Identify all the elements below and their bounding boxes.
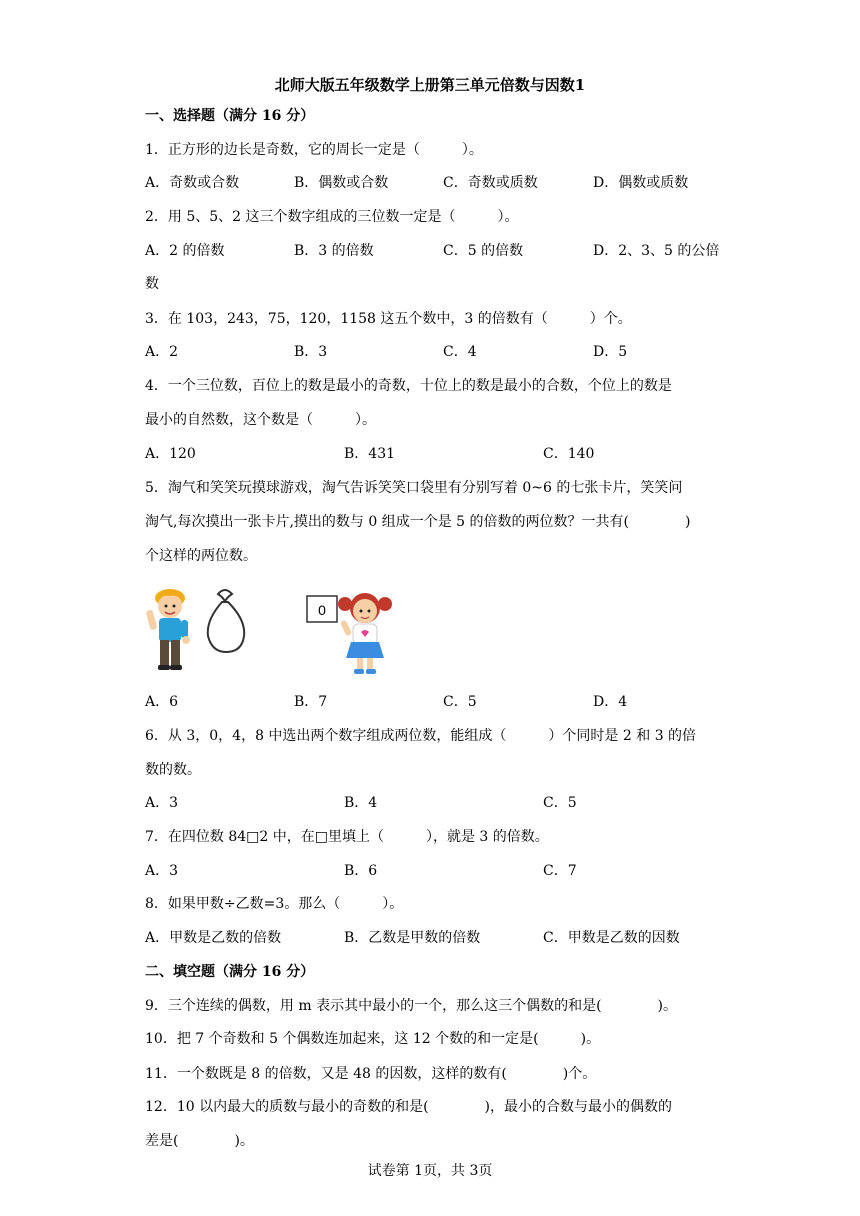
question-12-line-2: 差是( )。 (145, 1133, 254, 1149)
q5-option-b: B．7 (294, 694, 328, 710)
q5-illustration (140, 580, 410, 680)
question-5-line-2: 淘气,每次摸出一张卡片,摸出的数与 0 组成一个是 5 的倍数的两位数？一共有( ) (145, 514, 691, 530)
q4-option-a: A．120 (145, 446, 196, 462)
q6-option-b: B．4 (344, 795, 378, 811)
q2-option-b: B．3 的倍数 (294, 243, 374, 259)
question-3: 3．在 103，243，75，120，1158 这五个数中，3 的倍数有（ ）个。 (145, 311, 632, 327)
q4-option-b: B．431 (344, 446, 396, 462)
q5-option-c: C．5 (443, 694, 477, 710)
page-footer: 试卷第 1页，共 3页 (367, 1163, 493, 1179)
q1-option-b: B．偶数或合数 (294, 175, 389, 191)
girl-icon (338, 593, 392, 674)
question-6-line-1: 6．从 3，0，4，8 中选出两个数字组成两位数，能组成（ ）个同时是 2 和 3 的倍 (145, 728, 697, 744)
q2-option-c: C．5 的倍数 (443, 243, 524, 259)
q4-option-c: C．140 (543, 446, 595, 462)
question-9: 9．三个连续的偶数，用 m 表示其中最小的一个，那么这三个偶数的和是( )。 (145, 998, 678, 1014)
question-4-line-2: 最小的自然数，这个数是（ ）。 (145, 412, 376, 428)
q5-option-a: A．6 (145, 694, 179, 710)
page-title: 北师大版五年级数学上册第三单元倍数与因数1 (274, 76, 586, 94)
card-icon (307, 596, 337, 622)
q6-option-a: A．3 (145, 795, 179, 811)
q3-option-d: D．5 (593, 344, 628, 360)
question-5-line-1: 5．淘气和笑笑玩摸球游戏，淘气告诉笑笑口袋里有分别写着 0~6 的七张卡片，笑笑问 (145, 480, 683, 496)
question-1: 1．正方形的边长是奇数，它的周长一定是（ ）。 (145, 142, 483, 158)
card-number: 0 (318, 602, 326, 618)
q2-option-d: D．2、3、5 的公倍 (593, 243, 720, 259)
q3-option-b: B．3 (294, 344, 328, 360)
question-8: 8．如果甲数÷乙数=3。那么（ ）。 (145, 896, 404, 912)
q7-option-b: B．6 (344, 863, 378, 879)
question-7: 7．在四位数 84□2 中，在□里填上（ ），就是 3 的倍数。 (145, 829, 549, 845)
q7-option-a: A．3 (145, 863, 179, 879)
q1-option-c: C．奇数或质数 (443, 175, 538, 191)
q6-option-c: C．5 (543, 795, 577, 811)
q2-option-d-continued: 数 (145, 276, 159, 292)
question-11: 11．一个数既是 8 的倍数，又是 48 的因数，这样的数有( )个。 (145, 1066, 597, 1082)
q8-option-b: B．乙数是甲数的倍数 (344, 930, 481, 946)
section-fill-heading: 二、填空题（满分 16 分） (145, 964, 315, 980)
question-10: 10．把 7 个奇数和 5 个偶数连加起来，这 12 个数的和一定是( )。 (145, 1031, 601, 1047)
q7-option-c: C．7 (543, 863, 577, 879)
q1-option-d: D．偶数或质数 (593, 175, 689, 191)
q3-option-c: C．4 (443, 344, 477, 360)
question-2: 2．用 5、5、2 这三个数字组成的三位数一定是（ ）。 (145, 209, 519, 225)
q8-option-a: A．甲数是乙数的倍数 (145, 930, 282, 946)
q5-option-d: D．4 (593, 694, 628, 710)
question-12-line-1: 12．10 以内最大的质数与最小的奇数的和是( )，最小的合数与最小的偶数的 (145, 1099, 673, 1115)
question-6-line-2: 数的数。 (145, 762, 201, 778)
question-5-line-3: 个这样的两位数。 (145, 548, 257, 564)
q3-option-a: A．2 (145, 344, 179, 360)
q2-option-a: A．2 的倍数 (145, 243, 225, 259)
q1-option-a: A．奇数或合数 (145, 175, 240, 191)
section-choice-heading: 一、选择题（满分 16 分） (145, 108, 315, 124)
boy-icon (146, 589, 190, 670)
question-4-line-1: 4．一个三位数，百位上的数是最小的奇数，十位上的数是最小的合数，个位上的数是 (145, 378, 672, 394)
bag-icon (208, 590, 244, 652)
q8-option-c: C．甲数是乙数的因数 (543, 930, 680, 946)
